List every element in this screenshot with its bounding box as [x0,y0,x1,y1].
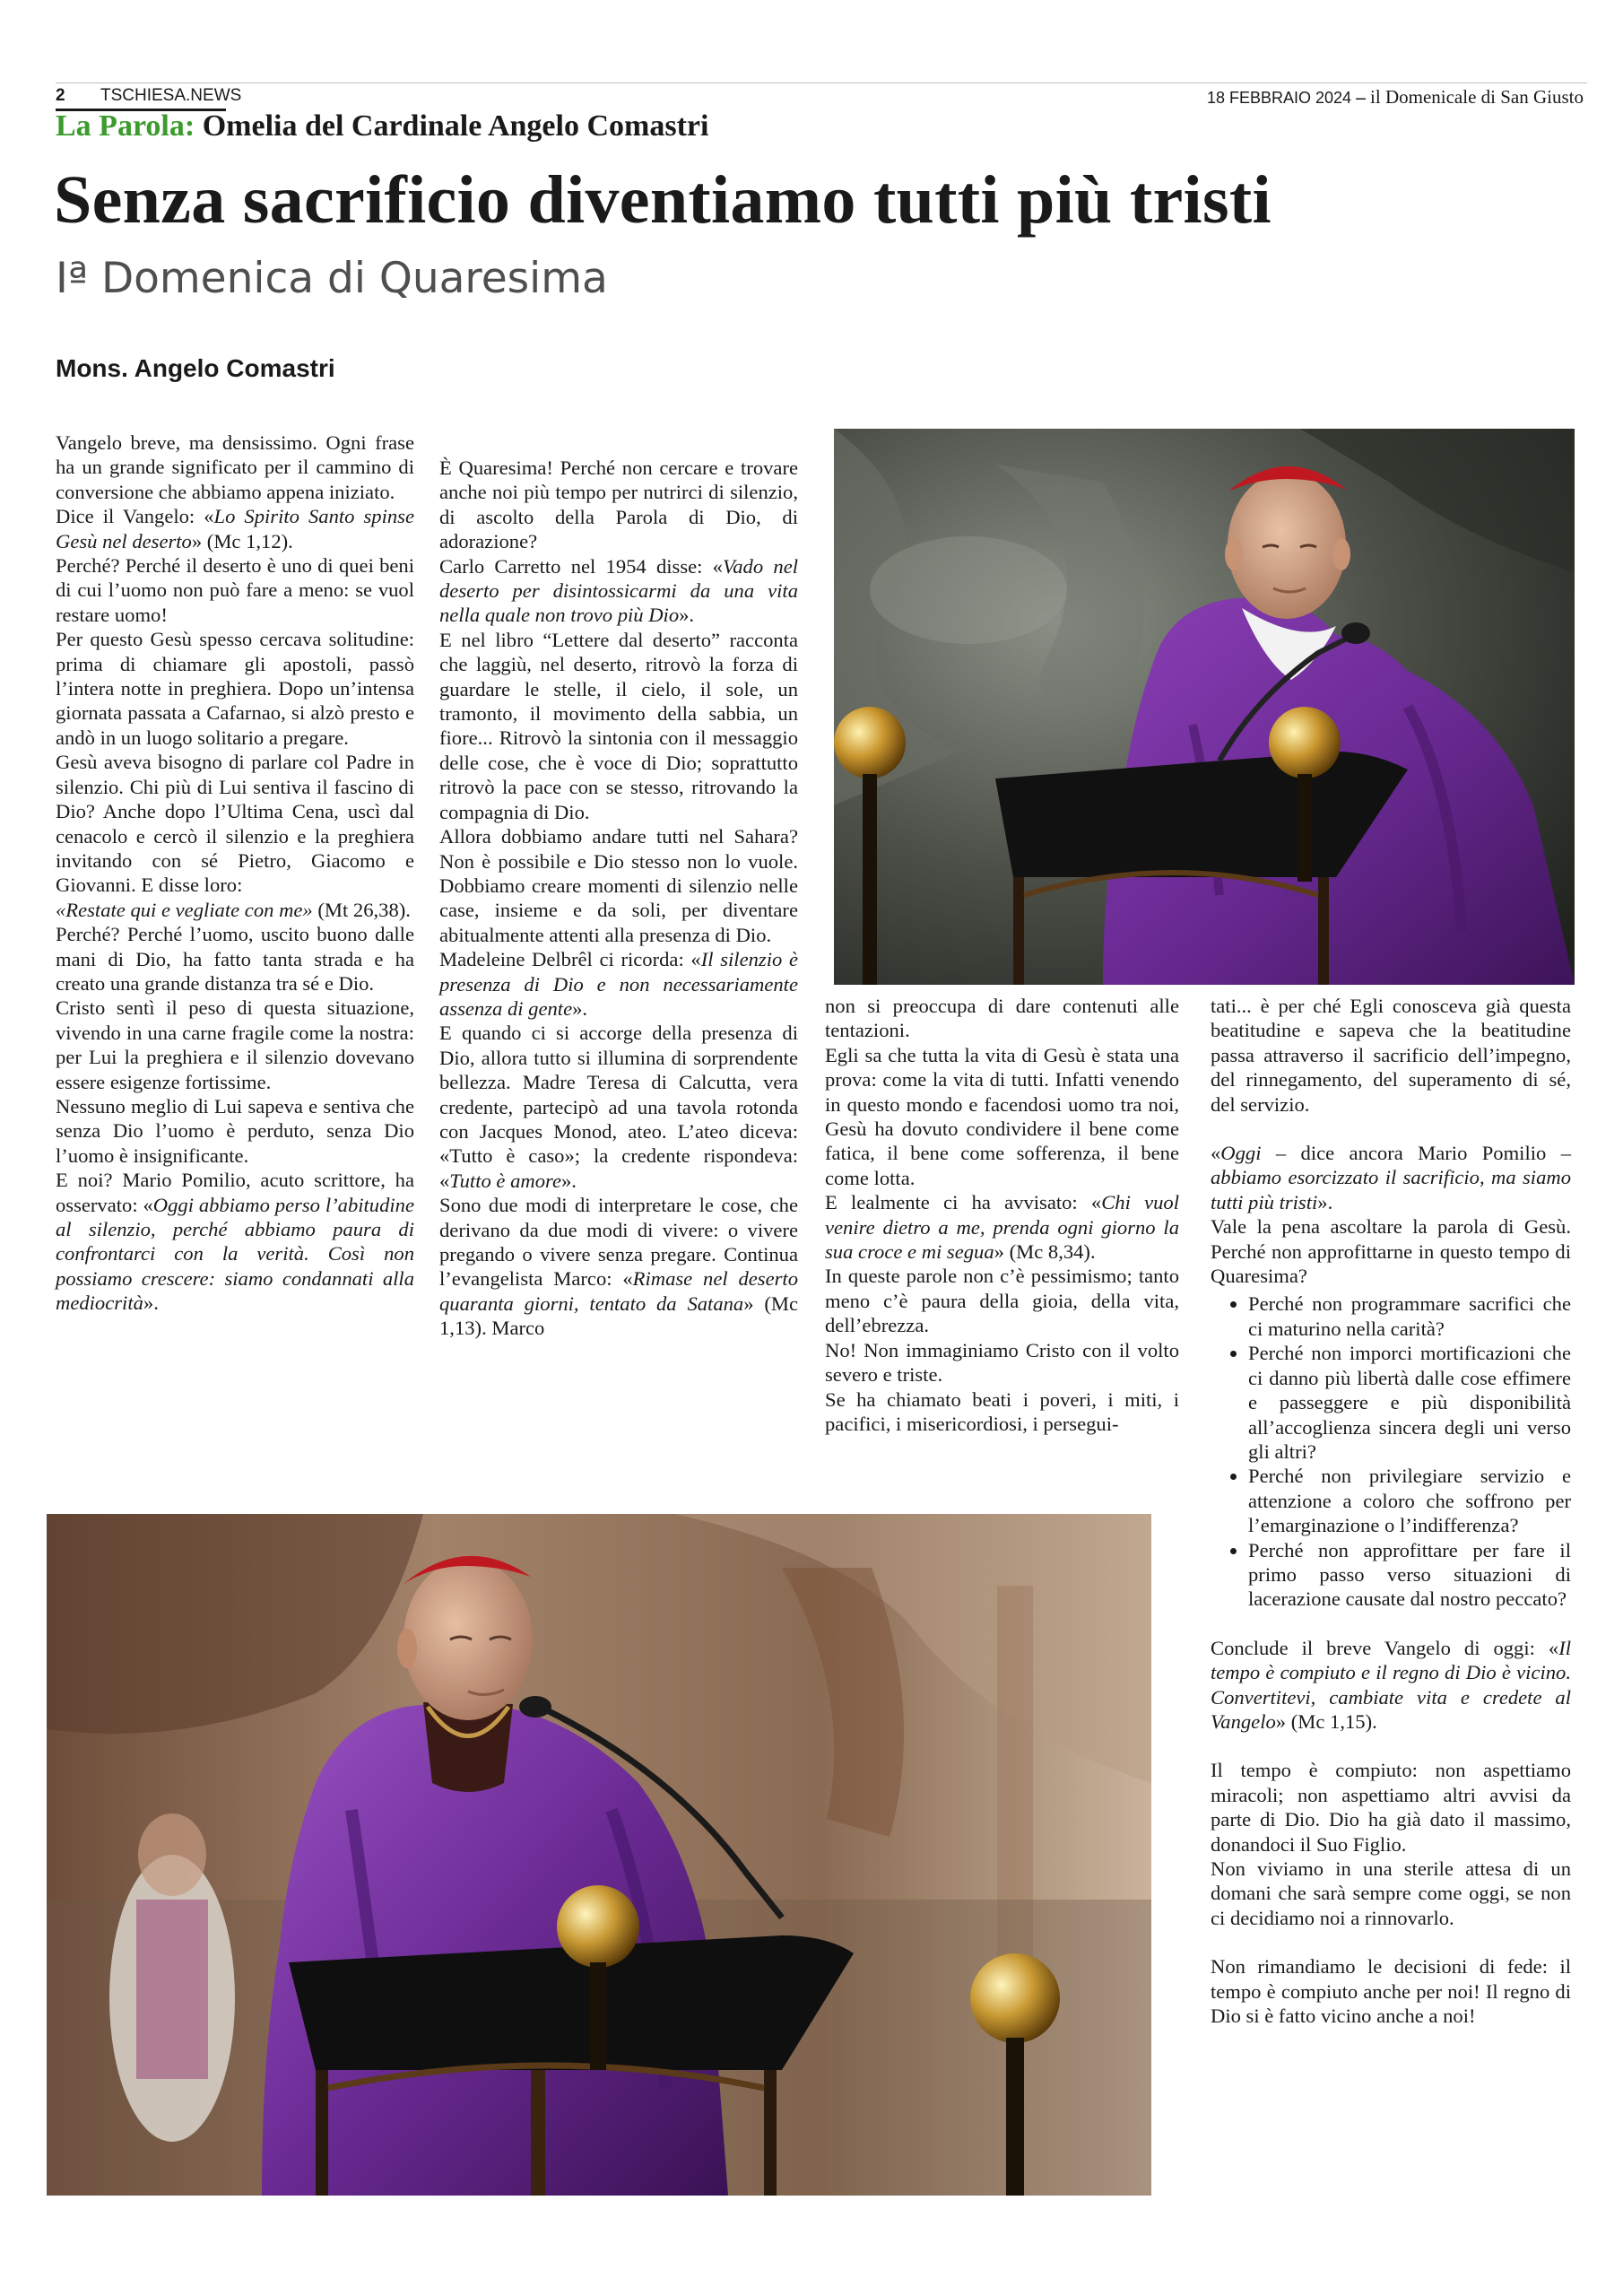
quote-italic: Vado nel deserto per disintossicarmi da una vita nella quale non trovo più Dio [439,554,798,627]
quote-italic: Oggi [1220,1142,1262,1165]
paragraph: No! Non immaginiamo Cristo con il volto severo e triste. [825,1338,1179,1387]
paragraph-gap [1211,1734,1571,1758]
text-run: » (Mc 1,15). [1275,1709,1377,1733]
paragraph [1211,1636,1571,1735]
kicker-title: Omelia del Cardinale Angelo Comastri [202,109,709,143]
bullet-list [1211,1292,1571,1611]
text-run: E lealmente ci ha avvisato: « [825,1191,1102,1214]
kicker-section: La Parola: [56,109,195,143]
photo-cardinal-at-lectern [834,429,1575,985]
paragraph [439,1193,798,1340]
text-run: ». [560,1169,577,1192]
text-run: ». [143,1292,159,1315]
headline: Senza sacrificio diventiamo tutti più tristi [54,162,1271,238]
paragraph: non si preoccupa di dare contenuti alle tentazioni. [825,995,1179,1042]
page-number: 2 [56,86,65,105]
paragraph-gap [1211,1930,1571,1954]
paragraph: Vale la pena ascoltare la parola di Gesù. Perché non approfittarne in questo tempo di Quaresima? [1211,1215,1571,1288]
paragraph: È Quaresima! Perché non cercare e trovare anche noi più tempo per nutrirci di silenzio, di ascolto della Parola di Dio, di adorazione? [439,457,798,553]
text-run: Sono due modi di interpretare le cose, che derivano da due modi di vivere: o vivere pregando o vivere senza pregare. Continua l’evangelista Marco: « [439,1194,798,1291]
paragraph: Non rimandiamo le decisioni di fede: il tempo è compiuto anche per noi! Il regno di Dio si è fatto vicino anche a noi! [1211,1955,1571,2028]
article-column-2 [439,456,798,1341]
quote-italic: Tutto è amore [449,1169,561,1192]
paragraph-gap [1211,1117,1571,1141]
text-run: » (Mc 1,12). [191,529,293,552]
paragraph-gap [1211,1612,1571,1636]
bullet-item: • Perché non approfittare per fare il primo passo verso situazioni di lacerazione causate dal nostro peccato? [1248,1538,1571,1612]
quote-italic: Il tempo è compiuto e il regno di Dio è vicino. Convertitevi, cambiate vita e credete al Vangelo [1211,1636,1571,1733]
text-run: « [1211,1142,1221,1165]
text-run: – dice ancora Mario Pomilio – [1261,1142,1571,1165]
paragraph: Per questo Gesù spesso cercava solitudine: prima di chiamare gli apostoli, passò l’intera notte in preghiera. Dopo un’intensa giornata passata a Cafarnao, si alzò presto e andò in un luogo solitario a pregare. [56,628,414,749]
paragraph: Il tempo è compiuto: non aspettiamo miracoli; non aspettiamo altri avvisi da parte di Dio. Dio ha già dato il massimo, donandoci il Suo Figlio. [1211,1759,1571,1856]
text-run: E quando ci si accorge della presenza di Dio, allora tutto si illumina di sorprendente bellezza. Madre Teresa di Calcutta, vera credente, partecipò ad una tavola rotonda con Jacques Monod, ateo. L’ateo diceva: «Tutto è caso»; la credente rispondeva: « [439,1022,798,1192]
paragraph [825,1190,1179,1264]
quote-italic: «Restate qui e vegliate con me» [56,898,313,921]
paragraph: Gesù aveva bisogno di parlare col Padre in silenzio. Chi più di Lui sentiva il fascino di Dio? Anche dopo l’Ultima Cena, uscì dal cenacolo e cercò il silenzio e la preghiera invitando con sé Pietro, Giacomo e Giovanni. E disse loro: [56,751,414,897]
site-name: TSCHIESA.NEWS [100,86,242,105]
quote-italic: Lo Spirito Santo spinse Gesù nel deserto [56,505,414,552]
paragraph: Non viviamo in una sterile attesa di un domani che sarà sempre come oggi, se non ci decidiamo noi a rinnovarlo. [1211,1857,1571,1929]
photo-cardinal-preaching-image [47,1514,1151,2196]
paragraph [56,504,414,553]
photo-cardinal-at-lectern-image [834,429,1575,985]
kicker [56,109,708,144]
text-run: ». [572,996,588,1020]
quote-italic: Il silenzio è presenza di Dio e non necessariamente assenza di gente [439,948,798,1020]
text-run: ». [1317,1190,1333,1213]
paragraph: Nessuno meglio di Lui sapeva e sentiva che senza Dio l’uomo è perduto, senza Dio l’uomo è insignificante. [56,1094,414,1167]
article-column-1 [56,430,414,1316]
paragraph: Se ha chiamato beati i poveri, i miti, i pacifici, i misericordiosi, i persegui- [825,1387,1179,1435]
text-run: Madeleine Delbrêl ci ricorda: « [439,948,701,971]
paragraph: Cristo sentì il peso di questa situazione, vivendo in una carne fragile come la nostra: per Lui la preghiera e il silenzio dovevano essere esigenze fortissime. [56,996,414,1093]
paragraph: Allora dobbiamo andare tutti nel Sahara? Non è possibile e Dio stesso non lo vuole. Dobbiamo creare momenti di silenzio nelle case, insieme e da soli, per diventare abitualmente attenti alla presenza di Dio. [439,825,798,946]
article-column-4 [1211,994,1571,2028]
text-run: » (Mc 8,34). [994,1240,1096,1264]
byline: Mons. Angelo Comastri [56,354,335,382]
bullet-item: • Perché non privilegiare servizio e attenzione a coloro che soffrono per l’emarginazione o l’indifferenza? [1248,1464,1571,1537]
paragraph [1211,1141,1571,1214]
subheadline: Iª Domenica di Quaresima [56,254,608,303]
paragraph: E nel libro “Lettere dal deserto” racconta che laggiù, nel deserto, ritrovò la forza di guardare le stelle, il cielo, il sole, un tramonto, il movimento della sabbia, un fiore... Ritrovò la sintonia con il messaggio delle cose, che è voce di Dio; soprattutto ritrovò la pace con se stesso, ritrovando la compagnia di Dio. [439,628,798,823]
paragraph: Egli sa che tutta la vita di Gesù è stata una prova: come la vita di tutti. Infatti venendo in questo mondo e facendosi uomo tra noi, Gesù ha dovuto condividere il bene come fatica, il bene come sofferenza, il bene come lotta. [825,1043,1179,1189]
issue-dash: – [1351,86,1371,108]
paragraph [56,1168,414,1315]
photo-cardinal-preaching [47,1514,1151,2196]
quote-italic: abbiamo esorcizzato il sacrificio, ma siamo tutti più tristi [1211,1166,1571,1213]
publication-name: il Domenicale di San Giusto [1370,86,1584,108]
paragraph: Perché? Perché l’uomo, uscito buono dalle mani di Dio, ha fatto tanta strada e ha creato una grande distanza tra sé e Dio. [56,923,414,995]
text-run: Dice il Vangelo: « [56,505,214,528]
paragraph: In queste parole non c’è pessimismo; tanto meno c’è paura della gioia, della vita, dell’ebrezza. [825,1265,1179,1337]
paragraph [56,898,414,922]
issue-date: 18 FEBBRAIO 2024 [1206,89,1352,107]
paragraph: tati... è per ché Egli conosceva già questa beatitudine e sapeva che la beatitudine passa attraverso il sacrificio dell’impegno, del rinnegamento, del superamento di sé, del servizio. [1211,995,1571,1116]
paragraph: Perché? Perché il deserto è uno di quei beni di cui l’uomo non può fare a meno: se vuol restare uomo! [56,554,414,626]
bullet-item: • Perché non imporci mortificazioni che ci danno più libertà dalle cose effimere e passeggere e più disponibilità all’accoglienza sincera degli uni verso gli altri? [1248,1341,1571,1464]
text-run: ». [679,604,695,627]
text-run: E noi? Mario Pomilio, acuto scrittore, ha osservato: « [56,1169,414,1216]
paragraph [439,554,798,628]
bullet-item: • Perché non programmare sacrifici che ci maturino nella carità? [1248,1292,1571,1341]
paragraph: Vangelo breve, ma densissimo. Ogni frase ha un grande significato per il cammino di conversione che abbiamo appena iniziato. [56,431,414,503]
quote-italic: Oggi abbiamo perso l’abitudine al silenzio, perché abbiamo paura di confrontarci con la verità. Così non possiamo crescere: siamo condannati alla mediocrità [56,1193,414,1315]
issue-info [1207,86,1584,109]
text-run: » (Mc 1,13). Marco [439,1292,798,1340]
text-run: (Mt 26,38). [312,898,411,921]
paragraph [439,947,798,1021]
quote-italic: Rimase nel deserto quaranta giorni, tentato da Satana [439,1267,798,1315]
article-column-3 [825,994,1179,1436]
text-run: Carlo Carretto nel 1954 disse: « [439,554,723,578]
quote-italic: Chi vuol venire dietro a me, prenda ogni giorno la sua croce e mi segua [825,1191,1179,1264]
text-run: Conclude il breve Vangelo di oggi: « [1211,1636,1559,1659]
paragraph [439,1021,798,1193]
